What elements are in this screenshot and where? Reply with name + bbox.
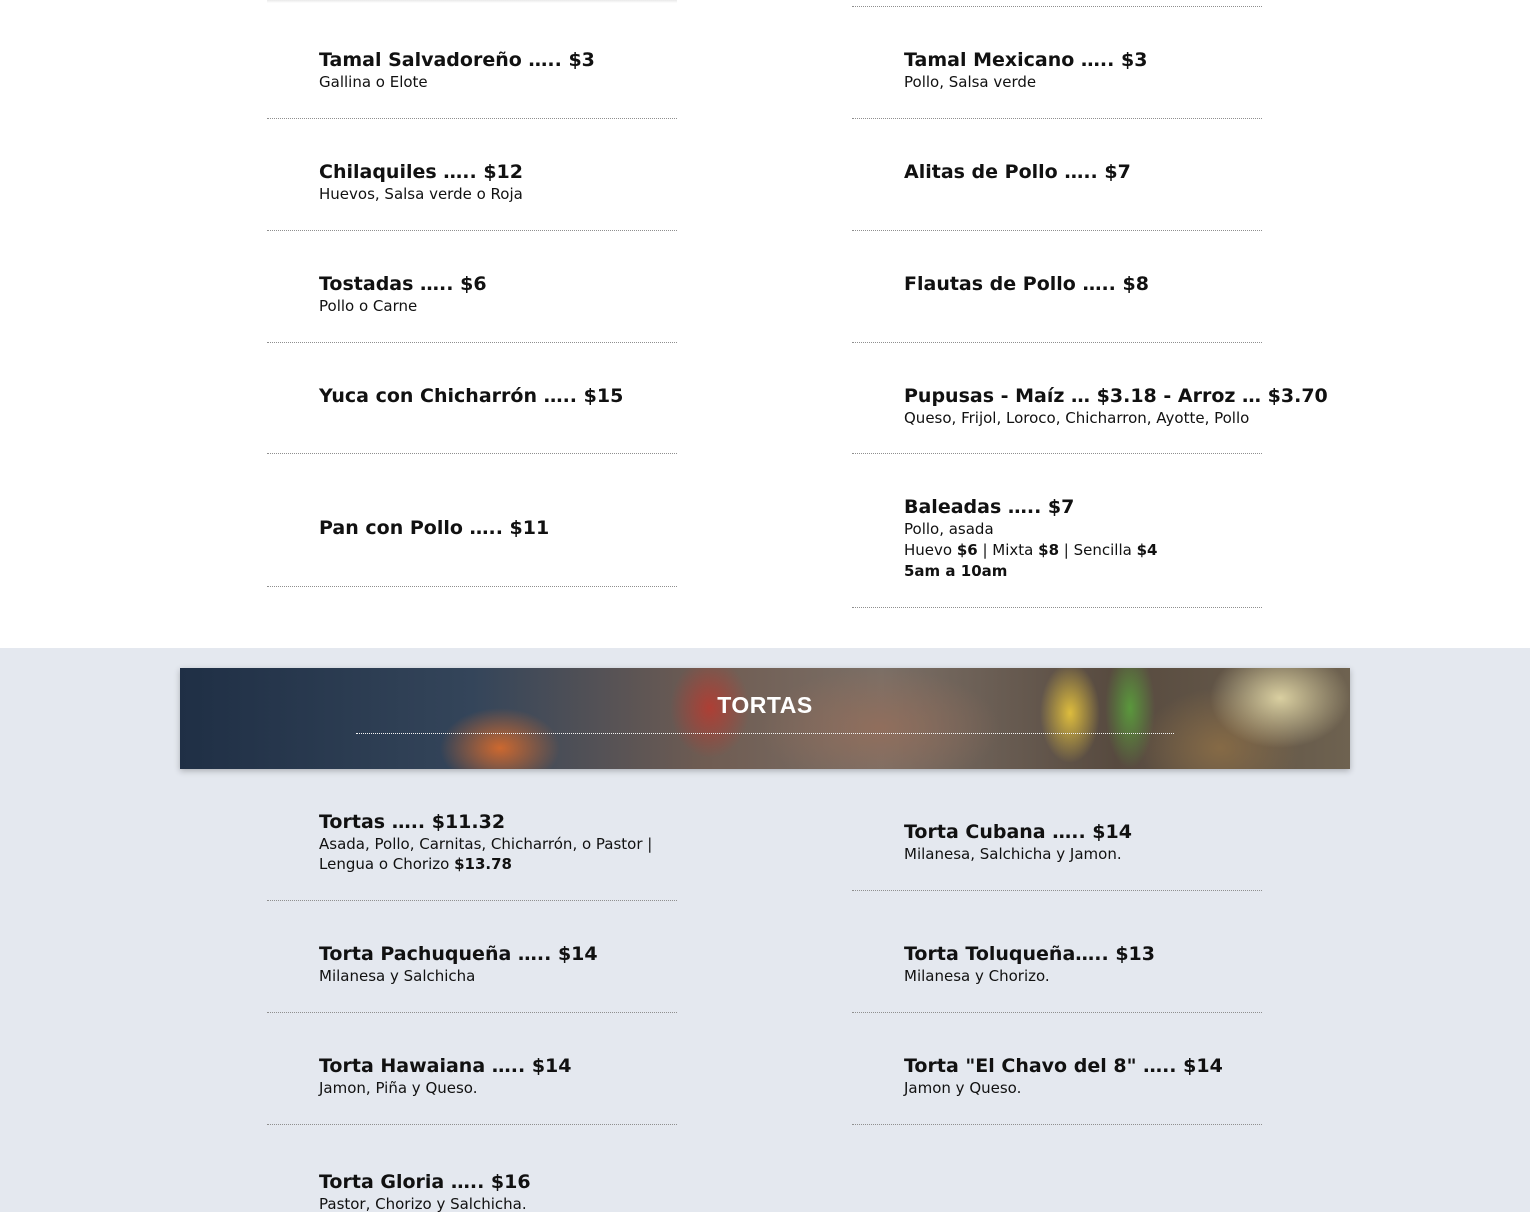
item-title: Torta Cubana ….. $14 — [904, 821, 1132, 843]
item-title: Chilaquiles ….. $12 — [319, 161, 523, 183]
menu-item-yuca-con-chicharron — [267, 343, 677, 454]
menu-item-tostadas — [267, 231, 677, 343]
menu-item-tortas — [267, 769, 677, 901]
menu-item-pan-con-pollo — [267, 454, 677, 587]
item-description: Queso, Frijol, Loroco, Chicharron, Ayotte, Pollo — [904, 409, 1250, 427]
variant-label: | Mixta — [977, 541, 1039, 559]
item-title: Alitas de Pollo ….. $7 — [904, 161, 1131, 183]
menu-item-chilaquiles — [267, 119, 677, 231]
item-title: Torta Hawaiana ….. $14 — [319, 1055, 572, 1077]
item-title: Pupusas - Maíz … $3.18 - Arroz … $3.70 — [904, 385, 1328, 407]
item-description: Jamon, Piña y Queso. — [319, 1079, 478, 1097]
item-description: Pollo, asada — [904, 520, 994, 538]
divider — [356, 733, 1174, 734]
baleadas-variants — [904, 540, 1384, 561]
menu-section-tortas — [0, 648, 1530, 1212]
item-description: Milanesa, Salchicha y Jamon. — [904, 845, 1122, 863]
item-title: Torta Gloria ….. $16 — [319, 1171, 531, 1193]
item-description: Milanesa y Chorizo. — [904, 967, 1050, 985]
menu-item-baleadas — [852, 454, 1262, 608]
menu-item-torta-hawaiana — [267, 1013, 677, 1125]
item-description-price: $13.78 — [454, 855, 512, 873]
item-description: Pollo, Salsa verde — [904, 73, 1037, 91]
item-description: Milanesa y Salchicha — [319, 967, 476, 985]
variant-price: $4 — [1136, 541, 1158, 559]
item-title: Yuca con Chicharrón ….. $15 — [319, 385, 624, 407]
divider — [267, 0, 677, 3]
item-description: Jamon y Queso. — [904, 1079, 1022, 1097]
menu-item-alitas-de-pollo — [852, 119, 1262, 231]
menu-item-torta-el-chavo-del-8 — [852, 1013, 1262, 1125]
item-description: Pollo o Carne — [319, 297, 418, 315]
item-description: Huevos, Salsa verde o Roja — [319, 185, 523, 203]
item-title: Pan con Pollo ….. $11 — [319, 517, 550, 539]
menu-item-torta-cubana — [852, 769, 1262, 891]
item-description: Pastor, Chorizo y Salchicha. — [319, 1195, 527, 1212]
item-title: Tamal Mexicano ….. $3 — [904, 49, 1148, 71]
menu-item-tamal-mexicano — [852, 7, 1262, 119]
item-description-text: Asada, Pollo, Carnitas, Chicharrón, o Pastor | Lengua o Chorizo — [319, 835, 653, 873]
menu-item-torta-gloria — [267, 1125, 677, 1212]
item-title: Tostadas ….. $6 — [319, 273, 487, 295]
item-title: Torta "El Chavo del 8" ….. $14 — [904, 1055, 1223, 1077]
item-title: Tamal Salvadoreño ….. $3 — [319, 49, 595, 71]
variant-label: Huevo — [904, 541, 957, 559]
menu-item-pupusas — [852, 343, 1328, 454]
item-title: Tortas ….. $11.32 — [319, 811, 506, 833]
item-title: Torta Toluqueña….. $13 — [904, 943, 1155, 965]
menu-item-torta-toluquena — [852, 891, 1262, 1013]
menu-item-tamal-salvadoreno — [267, 8, 677, 119]
menu-item-torta-pachuquena — [267, 901, 677, 1013]
section-title: TORTAS — [717, 692, 813, 718]
item-description — [319, 834, 669, 874]
item-title: Flautas de Pollo ….. $8 — [904, 273, 1149, 295]
section-banner — [180, 668, 1350, 769]
menu-item-flautas-de-pollo — [852, 231, 1262, 343]
variant-price: $6 — [956, 541, 978, 559]
item-title: Torta Pachuqueña ….. $14 — [319, 943, 598, 965]
variant-price: $8 — [1038, 541, 1060, 559]
item-title: Baleadas ….. $7 — [904, 496, 1075, 518]
variant-label: | Sencilla — [1059, 541, 1137, 559]
service-hours: 5am a 10am — [904, 562, 1008, 580]
item-description: Gallina o Elote — [319, 73, 428, 91]
